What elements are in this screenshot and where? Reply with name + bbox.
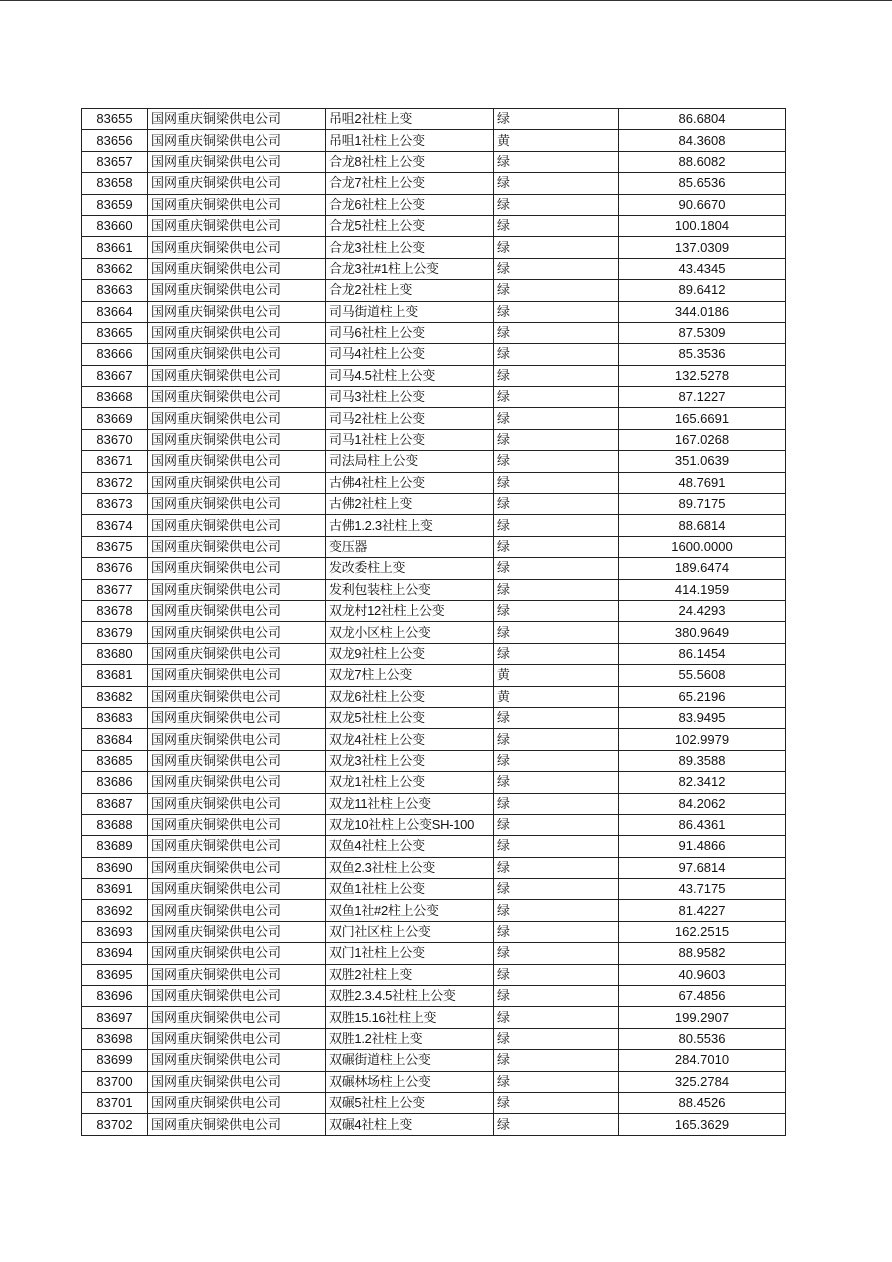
status-cell: 绿 — [494, 258, 619, 279]
table-row — [82, 387, 786, 408]
transformer-name-cell: 司马4.5社柱上公变 — [326, 365, 494, 386]
transformer-name-cell: 古佛2社柱上变 — [326, 494, 494, 515]
company-cell: 国网重庆铜梁供电公司 — [148, 494, 326, 515]
table-row — [82, 1114, 786, 1135]
company-cell: 国网重庆铜梁供电公司 — [148, 964, 326, 985]
transformer-name-cell: 双龙9社柱上公变 — [326, 643, 494, 664]
table-row — [82, 130, 786, 151]
table-row — [82, 515, 786, 536]
status-cell: 绿 — [494, 921, 619, 942]
status-cell: 绿 — [494, 494, 619, 515]
status-cell: 黄 — [494, 686, 619, 707]
transformer-name-cell: 合龙8社柱上公变 — [326, 151, 494, 172]
company-cell: 国网重庆铜梁供电公司 — [148, 451, 326, 472]
status-cell: 绿 — [494, 857, 619, 878]
company-cell: 国网重庆铜梁供电公司 — [148, 814, 326, 835]
company-cell: 国网重庆铜梁供电公司 — [148, 900, 326, 921]
status-cell: 绿 — [494, 1092, 619, 1113]
value-cell: 165.6691 — [619, 408, 786, 429]
status-cell: 绿 — [494, 943, 619, 964]
row-id-cell: 83696 — [82, 986, 148, 1007]
status-cell: 绿 — [494, 536, 619, 557]
value-cell: 65.2196 — [619, 686, 786, 707]
company-cell: 国网重庆铜梁供电公司 — [148, 943, 326, 964]
status-cell: 绿 — [494, 986, 619, 1007]
value-cell: 102.9979 — [619, 729, 786, 750]
row-id-cell: 83677 — [82, 579, 148, 600]
status-cell: 绿 — [494, 1071, 619, 1092]
value-cell: 86.4361 — [619, 814, 786, 835]
row-id-cell: 83672 — [82, 472, 148, 493]
company-cell: 国网重庆铜梁供电公司 — [148, 879, 326, 900]
table-row — [82, 194, 786, 215]
transformer-name-cell: 双鱼1社#2柱上公变 — [326, 900, 494, 921]
transformer-name-cell: 双碾5社柱上公变 — [326, 1092, 494, 1113]
row-id-cell: 83688 — [82, 814, 148, 835]
transformer-name-cell: 司马4社柱上公变 — [326, 344, 494, 365]
table-row — [82, 686, 786, 707]
row-id-cell: 83702 — [82, 1114, 148, 1135]
value-cell: 87.1227 — [619, 387, 786, 408]
value-cell: 167.0268 — [619, 429, 786, 450]
row-id-cell: 83670 — [82, 429, 148, 450]
row-id-cell: 83682 — [82, 686, 148, 707]
company-cell: 国网重庆铜梁供电公司 — [148, 301, 326, 322]
row-id-cell: 83655 — [82, 109, 148, 130]
table-row — [82, 258, 786, 279]
status-cell: 绿 — [494, 194, 619, 215]
table-row — [82, 814, 786, 835]
value-cell: 284.7010 — [619, 1050, 786, 1071]
row-id-cell: 83698 — [82, 1028, 148, 1049]
status-cell: 绿 — [494, 301, 619, 322]
table-row — [82, 836, 786, 857]
value-cell: 90.6670 — [619, 194, 786, 215]
table-row — [82, 558, 786, 579]
row-id-cell: 83665 — [82, 322, 148, 343]
transformer-name-cell: 双龙6社柱上公变 — [326, 686, 494, 707]
row-id-cell: 83664 — [82, 301, 148, 322]
table-row — [82, 579, 786, 600]
row-id-cell: 83661 — [82, 237, 148, 258]
status-cell: 绿 — [494, 215, 619, 236]
value-cell: 88.9582 — [619, 943, 786, 964]
status-cell: 绿 — [494, 600, 619, 621]
transformer-name-cell: 司马街道柱上变 — [326, 301, 494, 322]
company-cell: 国网重庆铜梁供电公司 — [148, 258, 326, 279]
value-cell: 89.7175 — [619, 494, 786, 515]
table-row — [82, 1028, 786, 1049]
status-cell: 绿 — [494, 429, 619, 450]
transformer-name-cell: 古佛1.2.3社柱上变 — [326, 515, 494, 536]
company-cell: 国网重庆铜梁供电公司 — [148, 194, 326, 215]
transformer-name-cell: 双鱼4社柱上公变 — [326, 836, 494, 857]
row-id-cell: 83695 — [82, 964, 148, 985]
company-cell: 国网重庆铜梁供电公司 — [148, 665, 326, 686]
value-cell: 88.4526 — [619, 1092, 786, 1113]
status-cell: 绿 — [494, 109, 619, 130]
status-cell: 绿 — [494, 1050, 619, 1071]
row-id-cell: 83676 — [82, 558, 148, 579]
status-cell: 绿 — [494, 344, 619, 365]
company-cell: 国网重庆铜梁供电公司 — [148, 558, 326, 579]
status-cell: 绿 — [494, 772, 619, 793]
value-cell: 137.0309 — [619, 237, 786, 258]
table-row — [82, 943, 786, 964]
company-cell: 国网重庆铜梁供电公司 — [148, 921, 326, 942]
transformer-name-cell: 合龙3社柱上公变 — [326, 237, 494, 258]
status-cell: 绿 — [494, 237, 619, 258]
transformer-name-cell: 双龙7柱上公变 — [326, 665, 494, 686]
status-cell: 绿 — [494, 151, 619, 172]
status-cell: 绿 — [494, 622, 619, 643]
row-id-cell: 83658 — [82, 173, 148, 194]
table-row — [82, 322, 786, 343]
table-row — [82, 365, 786, 386]
status-cell: 绿 — [494, 707, 619, 728]
value-cell: 83.9495 — [619, 707, 786, 728]
transformer-name-cell: 合龙5社柱上公变 — [326, 215, 494, 236]
table-row — [82, 344, 786, 365]
status-cell: 绿 — [494, 793, 619, 814]
table-row — [82, 536, 786, 557]
transformer-name-cell: 双胜2社柱上变 — [326, 964, 494, 985]
company-cell: 国网重庆铜梁供电公司 — [148, 173, 326, 194]
value-cell: 162.2515 — [619, 921, 786, 942]
company-cell: 国网重庆铜梁供电公司 — [148, 622, 326, 643]
row-id-cell: 83690 — [82, 857, 148, 878]
transformer-name-cell: 双龙10社柱上公变SH-100 — [326, 814, 494, 835]
company-cell: 国网重庆铜梁供电公司 — [148, 793, 326, 814]
table-row — [82, 215, 786, 236]
company-cell: 国网重庆铜梁供电公司 — [148, 1114, 326, 1135]
table-row — [82, 173, 786, 194]
company-cell: 国网重庆铜梁供电公司 — [148, 1028, 326, 1049]
row-id-cell: 83662 — [82, 258, 148, 279]
status-cell: 绿 — [494, 173, 619, 194]
table-row — [82, 986, 786, 1007]
company-cell: 国网重庆铜梁供电公司 — [148, 280, 326, 301]
company-cell: 国网重庆铜梁供电公司 — [148, 707, 326, 728]
value-cell: 43.7175 — [619, 879, 786, 900]
value-cell: 48.7691 — [619, 472, 786, 493]
page-top-border — [0, 0, 892, 1]
row-id-cell: 83657 — [82, 151, 148, 172]
value-cell: 85.3536 — [619, 344, 786, 365]
table-row — [82, 109, 786, 130]
company-cell: 国网重庆铜梁供电公司 — [148, 1092, 326, 1113]
row-id-cell: 83660 — [82, 215, 148, 236]
row-id-cell: 83685 — [82, 750, 148, 771]
table-row — [82, 1071, 786, 1092]
value-cell: 325.2784 — [619, 1071, 786, 1092]
status-cell: 绿 — [494, 515, 619, 536]
row-id-cell: 83692 — [82, 900, 148, 921]
transformer-name-cell: 双碾林场柱上公变 — [326, 1071, 494, 1092]
company-cell: 国网重庆铜梁供电公司 — [148, 344, 326, 365]
value-cell: 97.6814 — [619, 857, 786, 878]
company-cell: 国网重庆铜梁供电公司 — [148, 772, 326, 793]
value-cell: 43.4345 — [619, 258, 786, 279]
table-row — [82, 665, 786, 686]
value-cell: 84.3608 — [619, 130, 786, 151]
status-cell: 绿 — [494, 558, 619, 579]
status-cell: 绿 — [494, 814, 619, 835]
company-cell: 国网重庆铜梁供电公司 — [148, 686, 326, 707]
company-cell: 国网重庆铜梁供电公司 — [148, 1071, 326, 1092]
value-cell: 40.9603 — [619, 964, 786, 985]
company-cell: 国网重庆铜梁供电公司 — [148, 600, 326, 621]
table-body — [82, 109, 786, 1136]
transformer-name-cell: 双门社区柱上公变 — [326, 921, 494, 942]
table-row — [82, 1007, 786, 1028]
table-row — [82, 408, 786, 429]
transformer-name-cell: 双胜2.3.4.5社柱上公变 — [326, 986, 494, 1007]
row-id-cell: 83686 — [82, 772, 148, 793]
row-id-cell: 83684 — [82, 729, 148, 750]
row-id-cell: 83700 — [82, 1071, 148, 1092]
value-cell: 80.5536 — [619, 1028, 786, 1049]
value-cell: 351.0639 — [619, 451, 786, 472]
transformer-name-cell: 双龙11社柱上公变 — [326, 793, 494, 814]
transformer-name-cell: 司马3社柱上公变 — [326, 387, 494, 408]
transformer-name-cell: 双龙小区柱上公变 — [326, 622, 494, 643]
table-row — [82, 151, 786, 172]
value-cell: 189.6474 — [619, 558, 786, 579]
transformer-name-cell: 双碾4社柱上变 — [326, 1114, 494, 1135]
transformer-name-cell: 司法局柱上公变 — [326, 451, 494, 472]
table-row — [82, 472, 786, 493]
transformer-name-cell: 发改委柱上变 — [326, 558, 494, 579]
status-cell: 绿 — [494, 365, 619, 386]
value-cell: 132.5278 — [619, 365, 786, 386]
value-cell: 89.6412 — [619, 280, 786, 301]
transformer-name-cell: 双龙1社柱上公变 — [326, 772, 494, 793]
transformer-name-cell: 合龙3社#1柱上公变 — [326, 258, 494, 279]
row-id-cell: 83691 — [82, 879, 148, 900]
value-cell: 82.3412 — [619, 772, 786, 793]
value-cell: 88.6814 — [619, 515, 786, 536]
table-row — [82, 900, 786, 921]
transformer-name-cell: 双门1社柱上公变 — [326, 943, 494, 964]
value-cell: 88.6082 — [619, 151, 786, 172]
company-cell: 国网重庆铜梁供电公司 — [148, 1050, 326, 1071]
status-cell: 绿 — [494, 280, 619, 301]
row-id-cell: 83681 — [82, 665, 148, 686]
table-row — [82, 1050, 786, 1071]
value-cell: 380.9649 — [619, 622, 786, 643]
row-id-cell: 83701 — [82, 1092, 148, 1113]
company-cell: 国网重庆铜梁供电公司 — [148, 408, 326, 429]
transformer-name-cell: 双胜1.2社柱上变 — [326, 1028, 494, 1049]
value-cell: 414.1959 — [619, 579, 786, 600]
company-cell: 国网重庆铜梁供电公司 — [148, 1007, 326, 1028]
status-cell: 黄 — [494, 130, 619, 151]
status-cell: 绿 — [494, 964, 619, 985]
row-id-cell: 83667 — [82, 365, 148, 386]
company-cell: 国网重庆铜梁供电公司 — [148, 750, 326, 771]
transformer-name-cell: 双龙村12社柱上公变 — [326, 600, 494, 621]
transformer-name-cell: 司马6社柱上公变 — [326, 322, 494, 343]
row-id-cell: 83659 — [82, 194, 148, 215]
table-row — [82, 921, 786, 942]
table-row — [82, 600, 786, 621]
transformer-name-cell: 司马2社柱上公变 — [326, 408, 494, 429]
value-cell: 89.3588 — [619, 750, 786, 771]
status-cell: 绿 — [494, 879, 619, 900]
value-cell: 165.3629 — [619, 1114, 786, 1135]
value-cell: 24.4293 — [619, 600, 786, 621]
company-cell: 国网重庆铜梁供电公司 — [148, 130, 326, 151]
status-cell: 绿 — [494, 836, 619, 857]
row-id-cell: 83674 — [82, 515, 148, 536]
company-cell: 国网重庆铜梁供电公司 — [148, 643, 326, 664]
status-cell: 绿 — [494, 900, 619, 921]
row-id-cell: 83683 — [82, 707, 148, 728]
row-id-cell: 83668 — [82, 387, 148, 408]
row-id-cell: 83687 — [82, 793, 148, 814]
transformer-name-cell: 发利包装柱上公变 — [326, 579, 494, 600]
value-cell: 81.4227 — [619, 900, 786, 921]
row-id-cell: 83671 — [82, 451, 148, 472]
row-id-cell: 83675 — [82, 536, 148, 557]
value-cell: 85.6536 — [619, 173, 786, 194]
value-cell: 55.5608 — [619, 665, 786, 686]
transformer-name-cell: 合龙2社柱上变 — [326, 280, 494, 301]
value-cell: 199.2907 — [619, 1007, 786, 1028]
table-row — [82, 280, 786, 301]
company-cell: 国网重庆铜梁供电公司 — [148, 472, 326, 493]
transformer-name-cell: 司马1社柱上公变 — [326, 429, 494, 450]
transformer-name-cell: 双龙5社柱上公变 — [326, 707, 494, 728]
company-cell: 国网重庆铜梁供电公司 — [148, 515, 326, 536]
status-cell: 绿 — [494, 322, 619, 343]
company-cell: 国网重庆铜梁供电公司 — [148, 387, 326, 408]
value-cell: 86.1454 — [619, 643, 786, 664]
transformer-name-cell: 合龙7社柱上公变 — [326, 173, 494, 194]
company-cell: 国网重庆铜梁供电公司 — [148, 109, 326, 130]
company-cell: 国网重庆铜梁供电公司 — [148, 429, 326, 450]
row-id-cell: 83697 — [82, 1007, 148, 1028]
transformer-name-cell: 吊咀1社柱上公变 — [326, 130, 494, 151]
row-id-cell: 83699 — [82, 1050, 148, 1071]
status-cell: 绿 — [494, 579, 619, 600]
row-id-cell: 83678 — [82, 600, 148, 621]
row-id-cell: 83663 — [82, 280, 148, 301]
value-cell: 100.1804 — [619, 215, 786, 236]
row-id-cell: 83673 — [82, 494, 148, 515]
transformer-name-cell: 双鱼1社柱上公变 — [326, 879, 494, 900]
company-cell: 国网重庆铜梁供电公司 — [148, 215, 326, 236]
row-id-cell: 83689 — [82, 836, 148, 857]
company-cell: 国网重庆铜梁供电公司 — [148, 322, 326, 343]
row-id-cell: 83694 — [82, 943, 148, 964]
table-row — [82, 451, 786, 472]
table-row — [82, 879, 786, 900]
row-id-cell: 83679 — [82, 622, 148, 643]
value-cell: 344.0186 — [619, 301, 786, 322]
status-cell: 绿 — [494, 729, 619, 750]
company-cell: 国网重庆铜梁供电公司 — [148, 579, 326, 600]
value-cell: 1600.0000 — [619, 536, 786, 557]
company-cell: 国网重庆铜梁供电公司 — [148, 536, 326, 557]
transformer-name-cell: 吊咀2社柱上变 — [326, 109, 494, 130]
table-row — [82, 622, 786, 643]
table-row — [82, 964, 786, 985]
table-row — [82, 857, 786, 878]
transformer-name-cell: 双龙3社柱上公变 — [326, 750, 494, 771]
transformer-name-cell: 变压器 — [326, 536, 494, 557]
status-cell: 绿 — [494, 451, 619, 472]
transformer-name-cell: 合龙6社柱上公变 — [326, 194, 494, 215]
company-cell: 国网重庆铜梁供电公司 — [148, 729, 326, 750]
status-cell: 绿 — [494, 1028, 619, 1049]
data-table — [81, 108, 786, 1136]
table-row — [82, 237, 786, 258]
status-cell: 绿 — [494, 408, 619, 429]
transformer-name-cell: 古佛4社柱上公变 — [326, 472, 494, 493]
company-cell: 国网重庆铜梁供电公司 — [148, 151, 326, 172]
row-id-cell: 83669 — [82, 408, 148, 429]
table-row — [82, 707, 786, 728]
table-row — [82, 729, 786, 750]
transformer-name-cell: 双胜15.16社柱上变 — [326, 1007, 494, 1028]
status-cell: 绿 — [494, 472, 619, 493]
transformer-name-cell: 双碾街道柱上公变 — [326, 1050, 494, 1071]
row-id-cell: 83656 — [82, 130, 148, 151]
company-cell: 国网重庆铜梁供电公司 — [148, 237, 326, 258]
row-id-cell: 83693 — [82, 921, 148, 942]
status-cell: 绿 — [494, 1114, 619, 1135]
table-row — [82, 494, 786, 515]
row-id-cell: 83680 — [82, 643, 148, 664]
row-id-cell: 83666 — [82, 344, 148, 365]
value-cell: 86.6804 — [619, 109, 786, 130]
table-row — [82, 643, 786, 664]
status-cell: 绿 — [494, 643, 619, 664]
value-cell: 87.5309 — [619, 322, 786, 343]
transformer-name-cell: 双龙4社柱上公变 — [326, 729, 494, 750]
value-cell: 67.4856 — [619, 986, 786, 1007]
value-cell: 91.4866 — [619, 836, 786, 857]
company-cell: 国网重庆铜梁供电公司 — [148, 365, 326, 386]
table-row — [82, 750, 786, 771]
status-cell: 绿 — [494, 387, 619, 408]
status-cell: 绿 — [494, 750, 619, 771]
table-row — [82, 301, 786, 322]
company-cell: 国网重庆铜梁供电公司 — [148, 986, 326, 1007]
transformer-name-cell: 双鱼2.3社柱上公变 — [326, 857, 494, 878]
table-row — [82, 772, 786, 793]
status-cell: 绿 — [494, 1007, 619, 1028]
value-cell: 84.2062 — [619, 793, 786, 814]
status-cell: 黄 — [494, 665, 619, 686]
company-cell: 国网重庆铜梁供电公司 — [148, 857, 326, 878]
table-row — [82, 793, 786, 814]
company-cell: 国网重庆铜梁供电公司 — [148, 836, 326, 857]
table-row — [82, 1092, 786, 1113]
table-row — [82, 429, 786, 450]
